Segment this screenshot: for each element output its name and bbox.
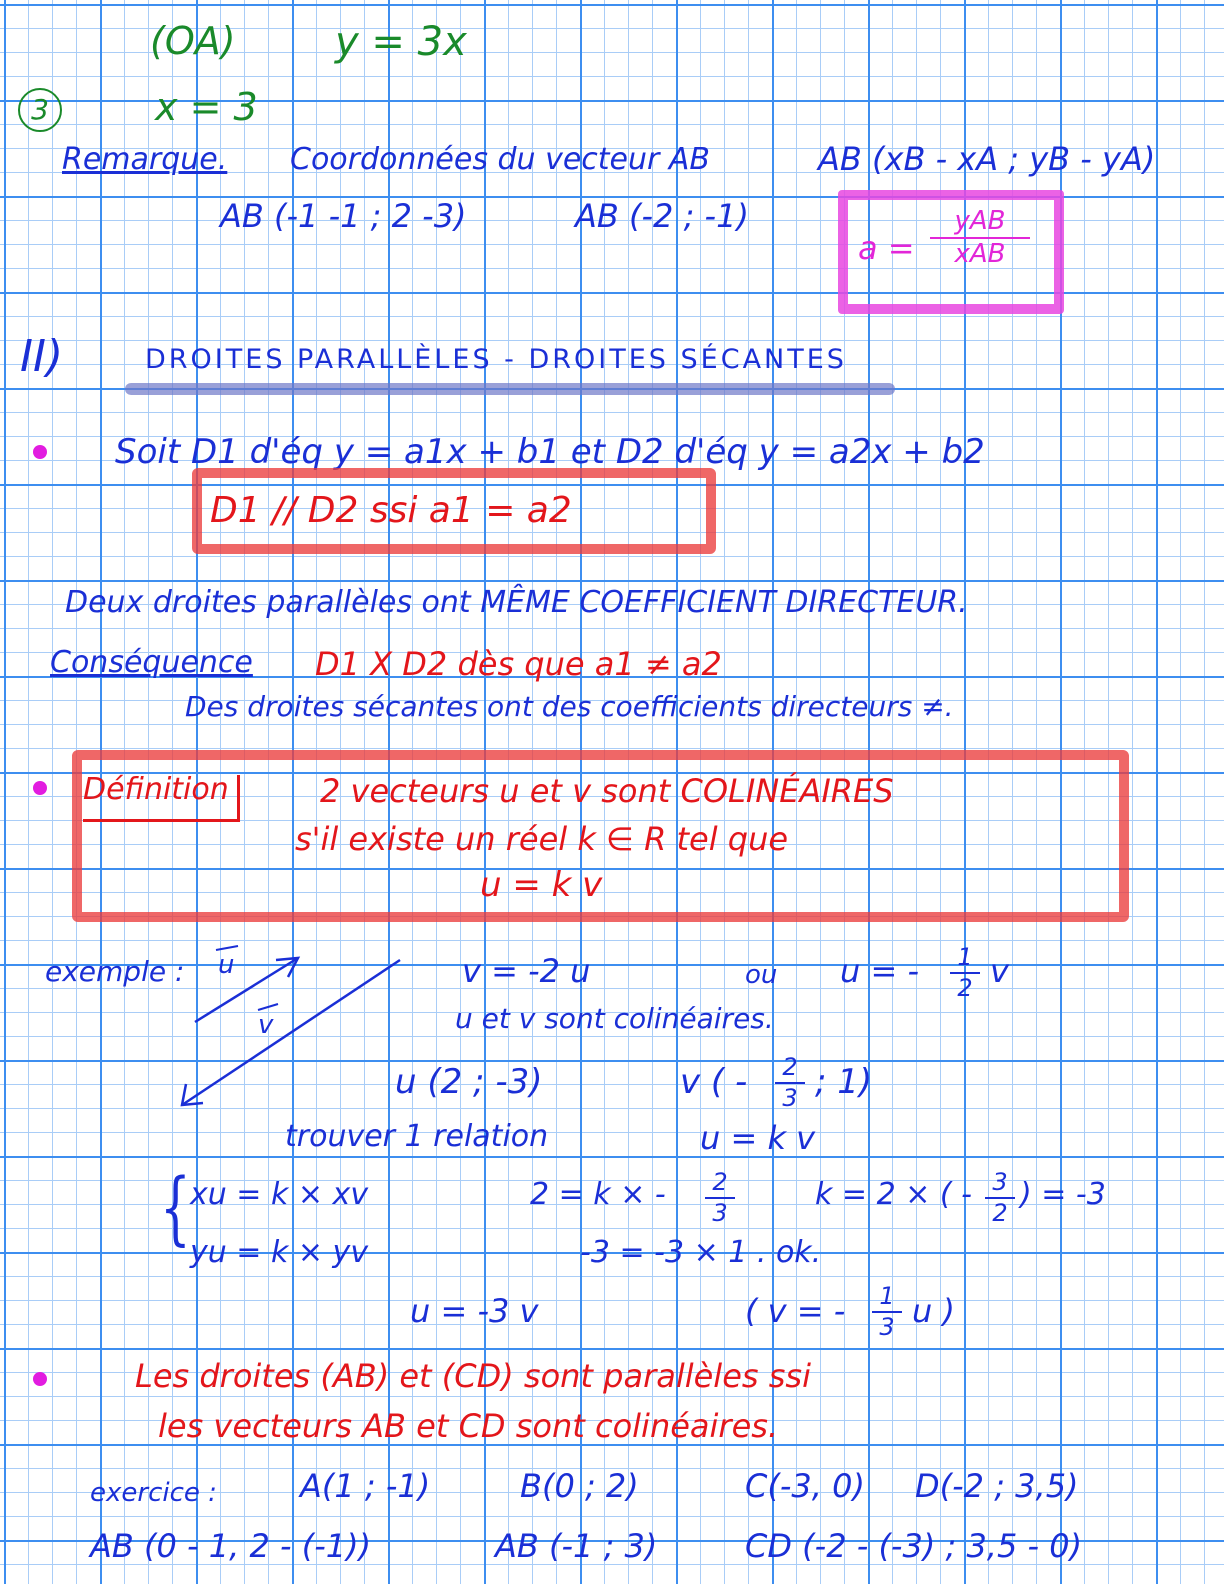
equation-1-numerator: 2	[712, 1168, 728, 1196]
property-line-2: les vecteurs AB et CD sont colinéaires.	[158, 1407, 779, 1445]
point-c: C(-3, 0)	[745, 1467, 865, 1505]
result-relation-2-fraction	[872, 1284, 902, 1340]
relation-2-rhs: v	[990, 952, 1009, 990]
vector-v-line	[182, 960, 400, 1105]
oa-equation: y = 3x	[335, 19, 467, 65]
slope-denominator: xAB	[954, 239, 1006, 270]
relation-2-numerator: 1	[957, 943, 973, 971]
definition-line-2: s'il existe un réel k ∈ R tel que	[295, 820, 789, 858]
point-a: A(1 ; -1)	[300, 1467, 431, 1505]
relation-or: ou	[745, 960, 778, 990]
equation-2: -3 = -3 × 1 . ok.	[580, 1235, 822, 1270]
slope-lhs: a =	[858, 229, 915, 267]
point-b: B(0 ; 2)	[520, 1467, 639, 1505]
result-relation: u = -3 v	[410, 1292, 539, 1330]
relation-2-denominator: 2	[957, 974, 973, 1003]
parallel-intro: Soit D1 d'éq y = a1x + b1 et D2 d'éq y = a2x + b2	[115, 432, 985, 472]
consequence-text: Des droites sécantes ont des coefficients directeurs ≠.	[185, 690, 954, 723]
theorem: D1 // D2 ssi a1 = a2	[210, 490, 572, 531]
collinear-conclusion: u et v sont colinéaires.	[455, 1002, 774, 1035]
relation-1: v = -2 u	[462, 952, 591, 990]
item-number-text: 3	[31, 93, 49, 126]
consequence-label: Conséquence	[50, 645, 253, 680]
example-label: exemple :	[45, 955, 185, 988]
definition-line-3: u = k v	[480, 865, 603, 905]
vector-u-line	[195, 958, 298, 1022]
x-equation: x = 3	[155, 85, 258, 129]
point-d: D(-2 ; 3,5)	[915, 1467, 1079, 1505]
equation-1-fraction	[705, 1170, 735, 1226]
vector-u-label: u	[218, 950, 235, 980]
find-relation: trouver 1 relation	[285, 1119, 549, 1154]
v-denominator: 3	[782, 1084, 798, 1113]
k-denominator: 2	[992, 1199, 1008, 1228]
equation-1-lhs: 2 = k × -	[530, 1177, 666, 1212]
property-line-1: Les droites (AB) et (CD) sont parallèles ssi	[135, 1357, 811, 1395]
definition-label: Définition	[83, 775, 240, 822]
consequence-formula: D1 X D2 dès que a1 ≠ a2	[315, 645, 722, 683]
parallel-statement: Deux droites parallèles ont MÊME COEFFICIENT DIRECTEUR.	[65, 585, 968, 620]
relation-2-fraction	[950, 945, 980, 1001]
section-numeral: II)	[20, 331, 64, 382]
k-numerator: 3	[992, 1168, 1008, 1196]
v-numerator: 2	[782, 1053, 798, 1081]
k-computation-fraction	[985, 1170, 1015, 1226]
result-relation-2-rhs: u )	[912, 1292, 955, 1330]
oa-label: (OA)	[150, 19, 236, 63]
result-2-denominator: 3	[879, 1313, 895, 1342]
result-relation-2-lhs: ( v = -	[745, 1292, 846, 1330]
equation-1-denominator: 3	[712, 1199, 728, 1228]
result-2-numerator: 1	[879, 1282, 895, 1310]
k-computation-lhs: k = 2 × ( -	[815, 1177, 972, 1212]
remark-title: Remarque.	[62, 142, 228, 177]
exercise-label: exercice :	[90, 1478, 217, 1508]
remark-text: Coordonnées du vecteur AB	[290, 142, 710, 177]
v-coordinates-lhs: v ( -	[680, 1062, 748, 1102]
v-coordinates-rhs: ; 1)	[815, 1062, 873, 1102]
section-title: DROITES PARALLÈLES - DROITES SÉCANTES	[145, 344, 847, 375]
v-coordinates-fraction	[775, 1055, 805, 1111]
find-relation-formula: u = k v	[700, 1119, 816, 1157]
k-computation-rhs: ) = -3	[1020, 1177, 1106, 1212]
system-brace: {	[160, 1161, 191, 1254]
calc-ab-2: AB (-2 ; -1)	[575, 197, 749, 235]
calc-ab-1: AB (-1 -1 ; 2 -3)	[220, 197, 467, 235]
system-line-1: xu = k × xv	[190, 1177, 369, 1212]
vector-v-label: v	[258, 1010, 274, 1040]
relation-2-lhs: u = -	[840, 952, 919, 990]
system-line-2: yu = k × yv	[190, 1235, 369, 1270]
ab-calculation: AB (0 - 1, 2 - (-1))	[90, 1527, 372, 1565]
general-formula: AB (xB - xA ; yB - yA)	[818, 140, 1156, 178]
cd-calculation: CD (-2 - (-3) ; 3,5 - 0)	[745, 1527, 1083, 1565]
definition-line-1: 2 vecteurs u et v sont COLINÉAIRES	[320, 772, 894, 810]
ab-result: AB (-1 ; 3)	[495, 1527, 658, 1565]
bullet	[33, 1372, 47, 1386]
slope-numerator: yAB	[954, 206, 1006, 236]
u-coordinates: u (2 ; -3)	[395, 1062, 543, 1102]
